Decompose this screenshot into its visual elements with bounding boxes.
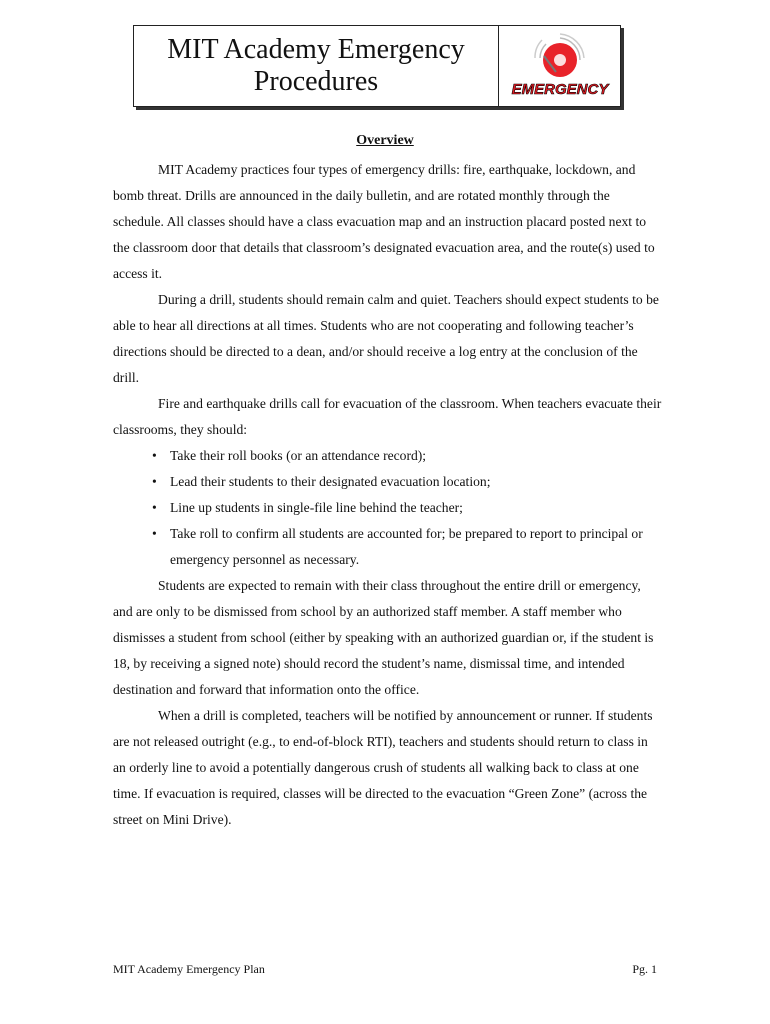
emergency-logo: [499, 26, 620, 106]
paragraph-2: During a drill, students should remain calm and quiet. Teachers should expect students to be able to hear all directions at all times. Students who are not cooperating and following teacher’s directions should be directed to a dean, and/or should receive a log entry at the conclusion of the drill.: [113, 292, 659, 385]
footer-page-number: Pg. 1: [632, 962, 657, 976]
document-body: [113, 157, 662, 833]
title-line-1: MIT Academy Emergency: [167, 34, 465, 65]
evacuation-steps-list: [113, 443, 662, 573]
alarm-bell-icon: [504, 30, 616, 102]
list-item: • Lead their students to their designated evacuation location;: [170, 469, 662, 495]
list-item: • Line up students in single-file line behind the teacher;: [170, 495, 662, 521]
list-item: • Take their roll books (or an attendance record);: [170, 443, 662, 469]
paragraph-1: MIT Academy practices four types of emergency drills: fire, earthquake, lockdown, and bomb threat. Drills are announced in the daily bulletin, and are rotated monthly through the schedule. All classes should have a class evacuation map and an instruction placard posted next to the classroom door that details that classroom’s designated evacuation area, and the route(s) used to access it.: [113, 162, 655, 281]
paragraph-3: Fire and earthquake drills call for evacuation of the classroom. When teachers evacuate their classrooms, they should:: [113, 396, 662, 437]
overview-heading: Overview: [356, 133, 414, 148]
title-box: [133, 25, 621, 107]
paragraph-5: When a drill is completed, teachers will be notified by announcement or runner. If students are not released outright (e.g., to end-of-block RTI), teachers and students should return to class in an orderly line to avoid a potentially dangerous crush of students all walking back to class at one time. If evacuation is required, classes will be directed to the evacuation “Green Zone” (across the street on Mini Drive).: [113, 708, 653, 827]
paragraph-4: Students are expected to remain with their class throughout the entire drill or emergency, and are only to be dismissed from school by an authorized staff member. A staff member who dismisses a student from school (either by speaking with an authorized guardian or, if the student is 18, by receiving a signed note) should record the student’s name, dismissal time, and intended destination and forward that information onto the office.: [113, 578, 654, 697]
title-line-2: Procedures: [253, 66, 379, 97]
footer-doc-title: MIT Academy Emergency Plan: [113, 962, 265, 976]
list-item: • Take roll to confirm all students are accounted for; be prepared to report to principal or emergency personnel as necessary.: [170, 521, 662, 573]
logo-text: EMERGENCY: [511, 81, 608, 98]
page-title: [134, 26, 499, 106]
